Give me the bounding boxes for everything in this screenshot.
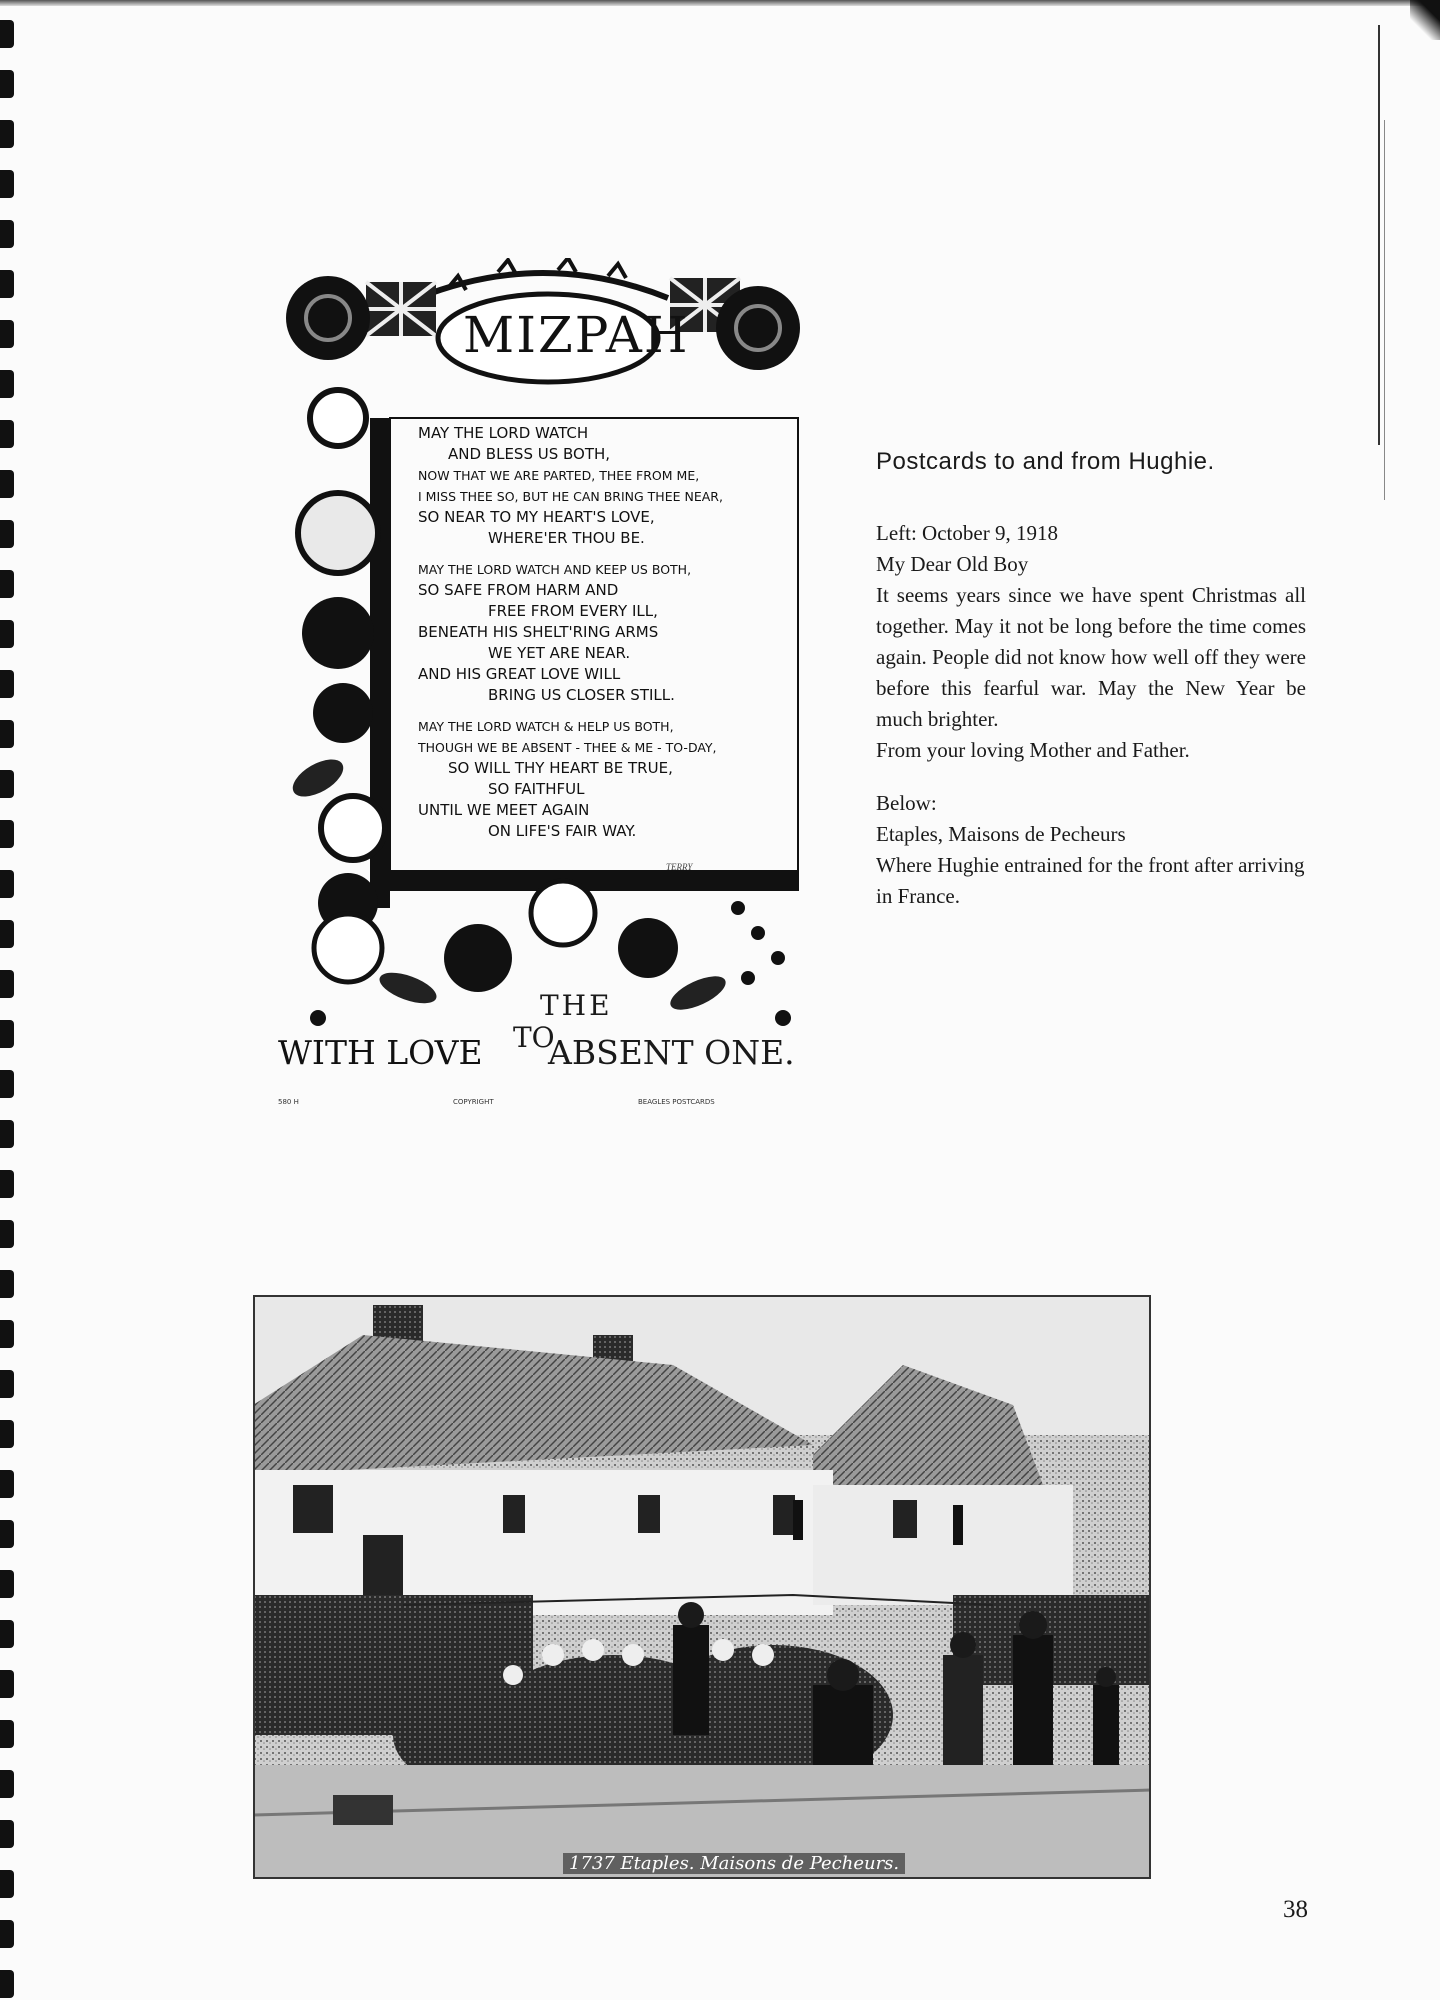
- verse-line: UNTIL WE MEET AGAIN: [418, 801, 590, 819]
- verse-stanza-3: [418, 716, 798, 842]
- caption-signoff: From your loving Mother and Father.: [876, 738, 1190, 762]
- rose-bottom-1: [314, 914, 382, 982]
- binding-ring: [0, 1370, 14, 1398]
- rose-top-right: [716, 286, 800, 370]
- caption-below-place: Etaples, Maisons de Pecheurs: [876, 822, 1126, 846]
- love-text-part2: TO: [513, 1021, 555, 1054]
- rose-bottom-2: [444, 924, 512, 992]
- binding-ring: [0, 670, 14, 698]
- binding-ring: [0, 1770, 14, 1798]
- house-right: [813, 1485, 1073, 1605]
- page-top-edge: [0, 0, 1440, 6]
- verse-line: BRING US CLOSER STILL.: [488, 686, 675, 704]
- verse-stanza-2: [418, 559, 798, 706]
- verse-line: SO WILL THY HEART BE TRUE,: [448, 759, 673, 777]
- footer-code: 580 H: [278, 1098, 299, 1106]
- photo-image: [253, 1295, 1151, 1879]
- rose-bottom-3: [531, 881, 595, 945]
- verse-line: THOUGH WE BE ABSENT - THEE & ME - TO-DAY,: [418, 740, 717, 755]
- caption-title: Postcards to and from Hughie.: [876, 448, 1215, 475]
- love-text-part1: WITH LOVE: [278, 1033, 483, 1072]
- binding-ring: [0, 970, 14, 998]
- rose-left-5: [321, 796, 385, 860]
- rose-left-2: [298, 493, 378, 573]
- verse-line: MAY THE LORD WATCH: [418, 424, 589, 442]
- binding-ring: [0, 720, 14, 748]
- caption-salutation: My Dear Old Boy: [876, 552, 1029, 576]
- verse-line: AND HIS GREAT LOVE WILL: [418, 665, 621, 683]
- binding-ring: [0, 1920, 14, 1948]
- verse-line: MAY THE LORD WATCH & HELP US BOTH,: [418, 719, 674, 734]
- binding-ring: [0, 1170, 14, 1198]
- binding-ring: [0, 1420, 14, 1448]
- rose-left-1: [310, 390, 366, 446]
- etaples-photo: [253, 1295, 1151, 1879]
- rose-left-3: [302, 597, 374, 669]
- binding-ring: [0, 520, 14, 548]
- binding-ring: [0, 1620, 14, 1648]
- verse-line: NOW THAT WE ARE PARTED, THEE FROM ME,: [418, 468, 700, 483]
- binding-ring: [0, 1820, 14, 1848]
- binding-ring: [0, 920, 14, 948]
- caption-left-heading: Left: October 9, 1918: [876, 521, 1058, 545]
- binding-ring: [0, 1520, 14, 1548]
- verse-line: MAY THE LORD WATCH AND KEEP US BOTH,: [418, 562, 692, 577]
- binding-ring: [0, 820, 14, 848]
- binding-ring: [0, 20, 14, 48]
- binding-ring: [0, 1570, 14, 1598]
- binding-ring: [0, 570, 14, 598]
- verse-author: TERRY: [666, 862, 693, 872]
- binding-ring: [0, 1870, 14, 1898]
- verse-line: I MISS THEE SO, BUT HE CAN BRING THEE NEAR,: [418, 489, 723, 504]
- binding-ring: [0, 1020, 14, 1048]
- rose-bottom-4: [618, 918, 678, 978]
- binding-ring: [0, 1070, 14, 1098]
- caption-below-text: Where Hughie entrained for the front after arriving in France.: [876, 853, 1305, 908]
- binding-ring: [0, 1120, 14, 1148]
- binding-ring: [0, 220, 14, 248]
- verse-line: BENEATH HIS SHELT'RING ARMS: [418, 623, 659, 641]
- page-corner-shadow: [1410, 0, 1440, 40]
- verse-line: FREE FROM EVERY ILL,: [488, 602, 658, 620]
- spiral-binding: [0, 0, 22, 2000]
- footer-copyright: COPYRIGHT: [453, 1098, 494, 1106]
- page-edge-line: [1378, 25, 1380, 445]
- binding-ring: [0, 470, 14, 498]
- verse-stanza-1: [418, 423, 798, 549]
- binding-ring: [0, 120, 14, 148]
- binding-ring: [0, 1720, 14, 1748]
- verse-line: AND BLESS US BOTH,: [448, 445, 611, 463]
- caption-block: [876, 448, 1306, 912]
- verse-line: SO SAFE FROM HARM AND: [418, 581, 619, 599]
- house-row: [253, 1470, 833, 1615]
- verse-line: ON LIFE'S FAIR WAY.: [488, 822, 637, 840]
- rose-left-4: [313, 683, 373, 743]
- verse-line: WHERE'ER THOU BE.: [488, 529, 645, 547]
- rose-top-left: [286, 276, 370, 360]
- binding-ring: [0, 1320, 14, 1348]
- mizpah-verse: [418, 423, 798, 852]
- binding-ring: [0, 770, 14, 798]
- love-text-part3: THE: [540, 989, 613, 1022]
- binding-ring: [0, 1220, 14, 1248]
- binding-ring: [0, 1270, 14, 1298]
- binding-ring: [0, 170, 14, 198]
- binding-ring: [0, 1670, 14, 1698]
- binding-ring: [0, 1470, 14, 1498]
- page-number: 38: [1283, 1896, 1308, 1923]
- binding-ring: [0, 370, 14, 398]
- love-inscription: [278, 989, 808, 1073]
- caption-body: It seems years since we have spent Christmas all together. May it not be long before the time comes again. People did not know how well off they were before this fearful war. May the New Year be much brighter.: [876, 583, 1306, 731]
- verse-line: WE YET ARE NEAR.: [488, 644, 631, 662]
- verse-line: SO NEAR TO MY HEART'S LOVE,: [418, 508, 655, 526]
- binding-ring: [0, 270, 14, 298]
- binding-ring: [0, 420, 14, 448]
- love-text-part4: ABSENT ONE.: [548, 1033, 795, 1072]
- binding-ring: [0, 70, 14, 98]
- binding-ring: [0, 1970, 14, 1998]
- photo-caption: 1737 Etaples. Maisons de Pecheurs.: [563, 1853, 905, 1874]
- postcard-title: MIZPAH: [463, 306, 690, 364]
- mizpah-postcard: [278, 258, 808, 1108]
- page-edge-line-faint: [1384, 120, 1385, 500]
- binding-ring: [0, 870, 14, 898]
- verse-frame-bottom: [390, 870, 798, 890]
- footer-publisher: BEAGLES POSTCARDS: [638, 1098, 715, 1106]
- verse-line: SO FAITHFUL: [488, 780, 585, 798]
- binding-ring: [0, 620, 14, 648]
- caption-below-heading: Below:: [876, 791, 937, 815]
- binding-ring: [0, 320, 14, 348]
